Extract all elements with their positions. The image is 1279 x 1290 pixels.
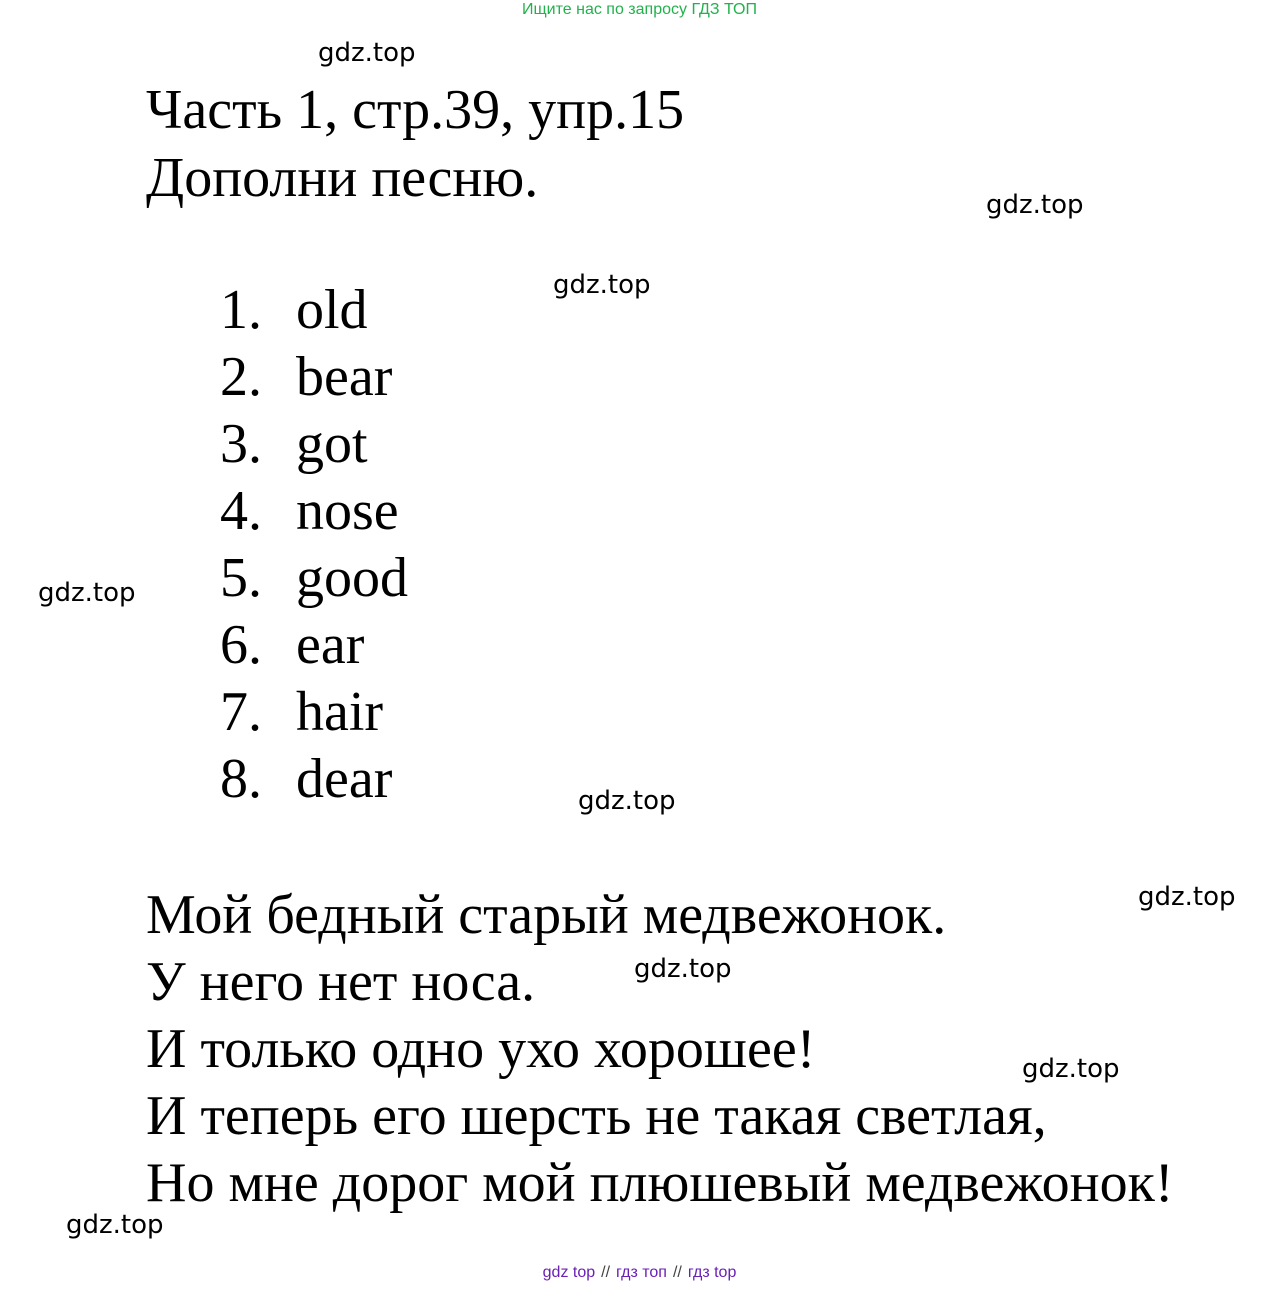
watermark: gdz.top [1022, 1054, 1120, 1084]
item-word: dear [296, 748, 393, 810]
watermark: gdz.top [634, 954, 732, 984]
song-line: Но мне дорог мой плюшевый медвежонок! [146, 1152, 1174, 1214]
watermark: gdz.top [1138, 882, 1236, 912]
page-title: Часть 1, стр.39, упр.15 [146, 79, 685, 141]
footer-links [0, 1264, 1279, 1282]
item-number: 4. [220, 480, 262, 542]
watermark: gdz.top [38, 578, 136, 608]
item-word: nose [296, 480, 399, 542]
footer-link-gdz-top-mixed[interactable]: гдз top [687, 1264, 737, 1281]
watermark: gdz.top [986, 190, 1084, 220]
watermark: gdz.top [578, 786, 676, 816]
task-instruction: Дополни песню. [146, 147, 539, 209]
item-number: 2. [220, 346, 262, 408]
list-item [220, 344, 408, 411]
list-item [220, 478, 408, 545]
item-word: bear [296, 346, 393, 408]
list-item [220, 277, 408, 344]
footer-link-gdz-top-ru[interactable]: гдз топ [616, 1264, 667, 1281]
item-word: ear [296, 614, 365, 676]
list-item [220, 679, 408, 746]
answer-list [220, 277, 408, 813]
footer-separator: // [672, 1264, 682, 1281]
footer-separator: // [601, 1264, 611, 1281]
song-line: Мой бедный старый медвежонок. [146, 884, 947, 946]
item-number: 8. [220, 748, 262, 810]
watermark: gdz.top [553, 270, 651, 300]
list-item [220, 612, 408, 679]
list-item [220, 545, 408, 612]
item-word: old [296, 279, 368, 341]
search-banner: Ищите нас по запросу ГДЗ ТОП [522, 1, 757, 18]
item-number: 3. [220, 413, 262, 475]
song-line: У него нет носа. [146, 951, 536, 1013]
song-line: И только одно ухо хорошее! [146, 1018, 816, 1080]
item-word: hair [296, 681, 384, 743]
item-word: got [296, 413, 368, 475]
item-number: 5. [220, 547, 262, 609]
item-number: 1. [220, 279, 262, 341]
list-item [220, 411, 408, 478]
watermark: gdz.top [66, 1210, 164, 1240]
item-number: 6. [220, 614, 262, 676]
footer-link-gdz-top[interactable]: gdz top [542, 1264, 596, 1281]
list-item [220, 746, 408, 813]
song-text [146, 882, 1173, 1217]
item-number: 7. [220, 681, 262, 743]
item-word: good [296, 547, 408, 609]
song-line: И теперь его шерсть не такая светлая, [146, 1085, 1047, 1147]
watermark: gdz.top [318, 38, 416, 68]
